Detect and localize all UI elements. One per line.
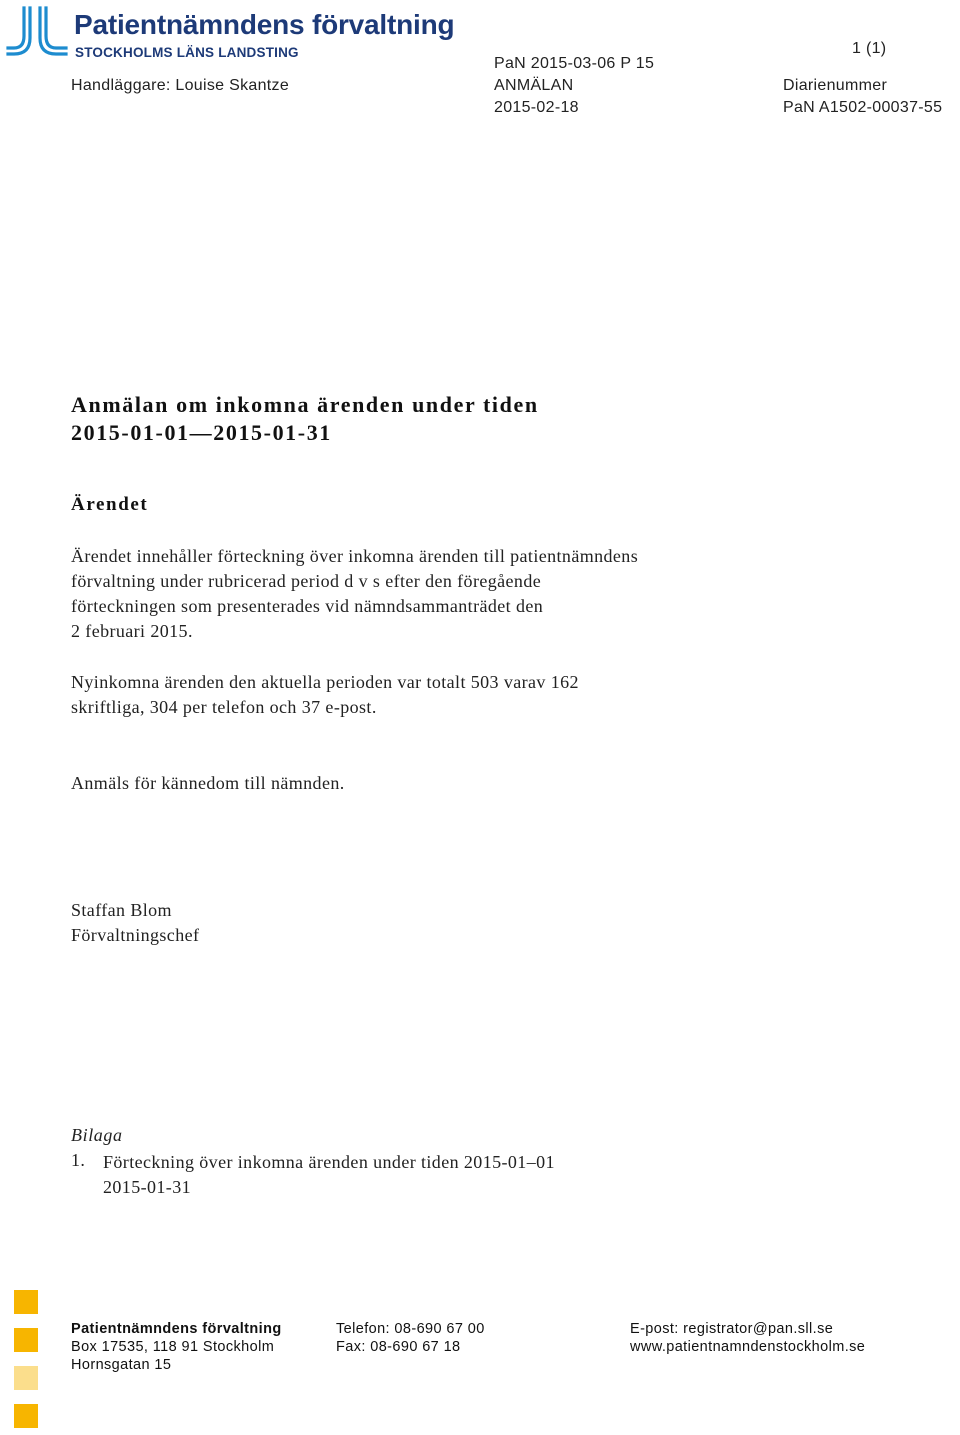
footer-accent-square xyxy=(14,1328,38,1352)
organization-logo xyxy=(6,6,481,60)
signature-role: Förvaltningschef xyxy=(71,925,200,945)
footer-website-link[interactable]: www.patientnamndenstockholm.se xyxy=(630,1339,866,1355)
doc-type: ANMÄLAN xyxy=(494,77,574,94)
logo-sub-name: STOCKHOLMS LÄNS LANDSTING xyxy=(75,45,299,60)
paragraph-line: förvaltning under rubricerad period d v s efter den föregående xyxy=(71,571,542,591)
paragraph-line: Nyinkomna ärenden den aktuella perioden var totalt 503 varav 162 xyxy=(71,672,579,692)
attachment-item xyxy=(103,1150,555,1200)
footer-address-1: Box 17535, 118 91 Stockholm xyxy=(71,1339,275,1355)
attachment-item-number: 1. xyxy=(71,1150,86,1170)
paragraph-3 xyxy=(71,771,751,796)
footer-org-name: Patientnämndens förvaltning xyxy=(71,1321,282,1337)
paragraph-line: förteckningen som presenterades vid nämndsammanträdet den xyxy=(71,596,544,616)
footer-accent-square xyxy=(14,1404,38,1428)
diary-label: Diarienummer xyxy=(783,77,888,94)
paragraph-line: skriftliga, 304 per telefon och 37 e-post. xyxy=(71,697,377,717)
footer-address-2: Hornsgatan 15 xyxy=(71,1357,172,1373)
footer-email-link[interactable]: E-post: registrator@pan.sll.se xyxy=(630,1321,834,1337)
footer-fax: Fax: 08-690 67 18 xyxy=(336,1339,461,1355)
doc-date: 2015-02-18 xyxy=(494,99,579,116)
document-title xyxy=(71,391,539,447)
page-number: 1 (1) xyxy=(852,40,887,57)
attachment-label: Bilaga xyxy=(71,1125,123,1145)
section-heading: Ärendet xyxy=(71,494,149,515)
paragraph-2 xyxy=(71,670,751,720)
diary-number: PaN A1502-00037-55 xyxy=(783,99,943,116)
signature-name: Staffan Blom xyxy=(71,900,172,920)
attachment-line-1: Förteckning över inkomna ärenden under tiden 2015-01–01 xyxy=(103,1152,555,1172)
title-line-2: 2015-01-01—2015-01-31 xyxy=(71,420,332,445)
title-line-1: Anmälan om inkomna ärenden under tiden xyxy=(71,392,539,417)
footer-accent-square xyxy=(14,1366,38,1390)
doc-reference: PaN 2015-03-06 P 15 xyxy=(494,55,655,72)
signature-block xyxy=(71,898,751,948)
handler: Handläggare: Louise Skantze xyxy=(71,77,290,94)
paragraph-1 xyxy=(71,544,751,644)
sll-logo-icon xyxy=(6,6,68,60)
paragraph-line: 2 februari 2015. xyxy=(71,621,193,641)
attachment-line-2: 2015-01-31 xyxy=(103,1177,191,1197)
logo-org-name: Patientnämndens förvaltning xyxy=(74,9,455,40)
paragraph-line: Ärendet innehåller förteckning över inkomna ärenden till patientnämndens xyxy=(71,546,639,566)
paragraph-line: Anmäls för kännedom till nämnden. xyxy=(71,773,345,793)
footer-accent-square xyxy=(14,1290,38,1314)
footer-phone: Telefon: 08-690 67 00 xyxy=(336,1321,485,1337)
